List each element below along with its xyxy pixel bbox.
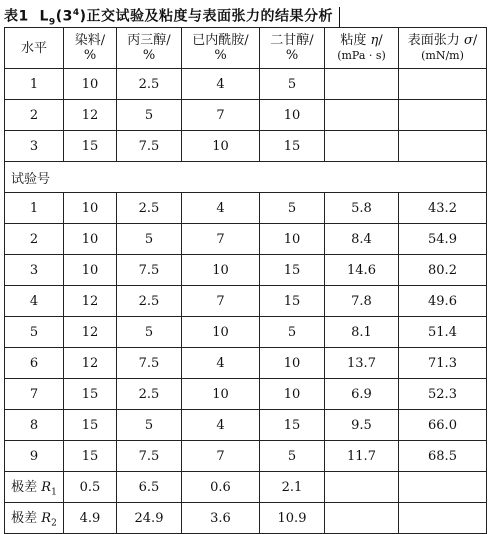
range-row xyxy=(5,503,487,534)
table-header-row xyxy=(5,28,487,69)
dye-cell: 10 xyxy=(64,69,117,100)
viscosity-cell: 11.7 xyxy=(325,441,399,472)
viscosity-cell: 5.8 xyxy=(325,193,399,224)
range-row xyxy=(5,472,487,503)
trial-row xyxy=(5,441,487,472)
deg-cell: 10 xyxy=(260,379,325,410)
deg-cell: 10 xyxy=(260,224,325,255)
range-label xyxy=(5,503,64,534)
tension-cell xyxy=(399,503,487,534)
viscosity-cell xyxy=(325,472,399,503)
trial-id: 3 xyxy=(5,255,64,286)
deg-cell: 15 xyxy=(260,255,325,286)
dye-cell: 15 xyxy=(64,379,117,410)
caprolactam-cell: 7 xyxy=(182,100,260,131)
caprolactam-cell: 4 xyxy=(182,410,260,441)
viscosity-cell: 6.9 xyxy=(325,379,399,410)
level-id: 3 xyxy=(5,131,64,162)
header-dye xyxy=(64,28,117,69)
header-tension-l1b: / xyxy=(472,33,478,48)
caprolactam-cell: 3.6 xyxy=(182,503,260,534)
caption-label: 表1 xyxy=(4,8,29,25)
dye-cell: 12 xyxy=(64,286,117,317)
dye-cell: 12 xyxy=(64,100,117,131)
viscosity-cell: 9.5 xyxy=(325,410,399,441)
dye-cell: 10 xyxy=(64,224,117,255)
viscosity-cell: 13.7 xyxy=(325,348,399,379)
trial-row xyxy=(5,379,487,410)
dye-cell: 15 xyxy=(64,410,117,441)
trial-row xyxy=(5,193,487,224)
header-level: 水平 xyxy=(5,28,64,69)
trial-row xyxy=(5,348,487,379)
range-subscript: 2 xyxy=(51,518,57,529)
header-surface-tension xyxy=(399,28,487,69)
header-tension-symbol: σ xyxy=(463,33,473,48)
dye-cell: 4.9 xyxy=(64,503,117,534)
glycerol-cell: 7.5 xyxy=(117,348,182,379)
dye-cell: 12 xyxy=(64,317,117,348)
viscosity-cell xyxy=(325,69,399,100)
header-dye-l2: % xyxy=(83,48,97,63)
range-subscript: 1 xyxy=(51,487,57,498)
tension-cell: 80.2 xyxy=(399,255,487,286)
caprolactam-cell: 7 xyxy=(182,286,260,317)
header-caprolactam xyxy=(182,28,260,69)
header-viscosity xyxy=(325,28,399,69)
header-tension-l1a: 表面张力 xyxy=(407,33,464,48)
glycerol-cell: 7.5 xyxy=(117,255,182,286)
trial-id: 6 xyxy=(5,348,64,379)
tension-cell: 68.5 xyxy=(399,441,487,472)
glycerol-cell: 5 xyxy=(117,317,182,348)
trial-label: 试验号 xyxy=(5,162,487,193)
range-symbol: R xyxy=(41,511,52,527)
glycerol-cell: 7.5 xyxy=(117,131,182,162)
glycerol-cell: 5 xyxy=(117,410,182,441)
deg-cell: 2.1 xyxy=(260,472,325,503)
tension-cell xyxy=(399,100,487,131)
viscosity-cell xyxy=(325,131,399,162)
tension-cell: 71.3 xyxy=(399,348,487,379)
dye-cell: 10 xyxy=(64,255,117,286)
caprolactam-cell: 4 xyxy=(182,69,260,100)
viscosity-cell xyxy=(325,503,399,534)
trial-row xyxy=(5,255,487,286)
header-diethylene-glycol xyxy=(260,28,325,69)
caprolactam-cell: 7 xyxy=(182,224,260,255)
caprolactam-cell: 4 xyxy=(182,193,260,224)
viscosity-cell: 7.8 xyxy=(325,286,399,317)
glycerol-cell: 2.5 xyxy=(117,379,182,410)
viscosity-cell xyxy=(325,100,399,131)
trial-id: 8 xyxy=(5,410,64,441)
header-glycerol xyxy=(117,28,182,69)
viscosity-cell: 14.6 xyxy=(325,255,399,286)
trial-label-row xyxy=(5,162,487,193)
header-tension-unit: (mN/m) xyxy=(421,49,464,62)
deg-cell: 5 xyxy=(260,193,325,224)
header-deg-l2: % xyxy=(285,48,299,63)
level-id: 2 xyxy=(5,100,64,131)
header-deg-l1: 二甘醇/ xyxy=(270,33,314,48)
header-glycerol-l2: % xyxy=(142,48,156,63)
glycerol-cell: 7.5 xyxy=(117,441,182,472)
deg-cell: 10 xyxy=(260,348,325,379)
range-label-text: 极差 xyxy=(11,511,42,527)
dye-cell: 15 xyxy=(64,441,117,472)
deg-cell: 5 xyxy=(260,69,325,100)
tension-cell: 51.4 xyxy=(399,317,487,348)
tension-cell: 54.9 xyxy=(399,224,487,255)
caprolactam-cell: 7 xyxy=(182,441,260,472)
caprolactam-cell: 4 xyxy=(182,348,260,379)
deg-cell: 15 xyxy=(260,410,325,441)
caprolactam-cell: 10 xyxy=(182,317,260,348)
header-viscosity-unit: (mPa · s) xyxy=(337,49,386,62)
dye-cell: 0.5 xyxy=(64,472,117,503)
header-caprolactam-l1: 已内酰胺/ xyxy=(192,33,249,48)
trial-row xyxy=(5,317,487,348)
dye-cell: 10 xyxy=(64,193,117,224)
caprolactam-cell: 10 xyxy=(182,131,260,162)
header-viscosity-symbol: η xyxy=(370,33,379,48)
caption-three: 3 xyxy=(62,8,73,25)
tension-cell: 43.2 xyxy=(399,193,487,224)
viscosity-cell: 8.1 xyxy=(325,317,399,348)
trial-id: 1 xyxy=(5,193,64,224)
results-table xyxy=(4,27,487,534)
caption-title: 正交试验及粘度与表面张力的结果分析 xyxy=(86,8,334,25)
caprolactam-cell: 10 xyxy=(182,255,260,286)
caption-rule xyxy=(339,7,340,27)
deg-cell: 15 xyxy=(260,131,325,162)
trial-id: 5 xyxy=(5,317,64,348)
dye-cell: 15 xyxy=(64,131,117,162)
trial-row xyxy=(5,224,487,255)
deg-cell: 5 xyxy=(260,441,325,472)
glycerol-cell: 6.5 xyxy=(117,472,182,503)
table-caption xyxy=(4,0,340,26)
glycerol-cell: 2.5 xyxy=(117,69,182,100)
glycerol-cell: 24.9 xyxy=(117,503,182,534)
tension-cell xyxy=(399,472,487,503)
level-row xyxy=(5,100,487,131)
header-viscosity-l1b: / xyxy=(378,33,383,48)
tension-cell: 49.6 xyxy=(399,286,487,317)
range-label-text: 极差 xyxy=(11,480,42,496)
header-caprolactam-l2: % xyxy=(214,48,227,63)
glycerol-cell: 2.5 xyxy=(117,193,182,224)
tension-cell xyxy=(399,131,487,162)
header-dye-l1: 染料/ xyxy=(74,33,106,48)
header-viscosity-l1a: 粘度 xyxy=(340,33,371,48)
level-row xyxy=(5,131,487,162)
trial-id: 4 xyxy=(5,286,64,317)
glycerol-cell: 2.5 xyxy=(117,286,182,317)
caprolactam-cell: 0.6 xyxy=(182,472,260,503)
deg-cell: 10 xyxy=(260,100,325,131)
caption-paren-open: ( xyxy=(55,8,63,25)
tension-cell: 52.3 xyxy=(399,379,487,410)
trial-id: 9 xyxy=(5,441,64,472)
dye-cell: 12 xyxy=(64,348,117,379)
deg-cell: 5 xyxy=(260,317,325,348)
tension-cell xyxy=(399,69,487,100)
caption-design-l: L xyxy=(39,8,49,25)
caption-paren-close: ) xyxy=(79,8,87,25)
deg-cell: 10.9 xyxy=(260,503,325,534)
trial-id: 2 xyxy=(5,224,64,255)
viscosity-cell: 8.4 xyxy=(325,224,399,255)
tension-cell: 66.0 xyxy=(399,410,487,441)
range-symbol: R xyxy=(41,480,52,496)
glycerol-cell: 5 xyxy=(117,224,182,255)
caption-three-sup: 4 xyxy=(72,8,80,18)
caption-design-sub: 9 xyxy=(48,17,56,28)
header-glycerol-l1: 丙三醇/ xyxy=(127,33,171,48)
level-id: 1 xyxy=(5,69,64,100)
trial-id: 7 xyxy=(5,379,64,410)
deg-cell: 15 xyxy=(260,286,325,317)
trial-row xyxy=(5,286,487,317)
caprolactam-cell: 10 xyxy=(182,379,260,410)
range-label xyxy=(5,472,64,503)
level-row xyxy=(5,69,487,100)
glycerol-cell: 5 xyxy=(117,100,182,131)
trial-row xyxy=(5,410,487,441)
